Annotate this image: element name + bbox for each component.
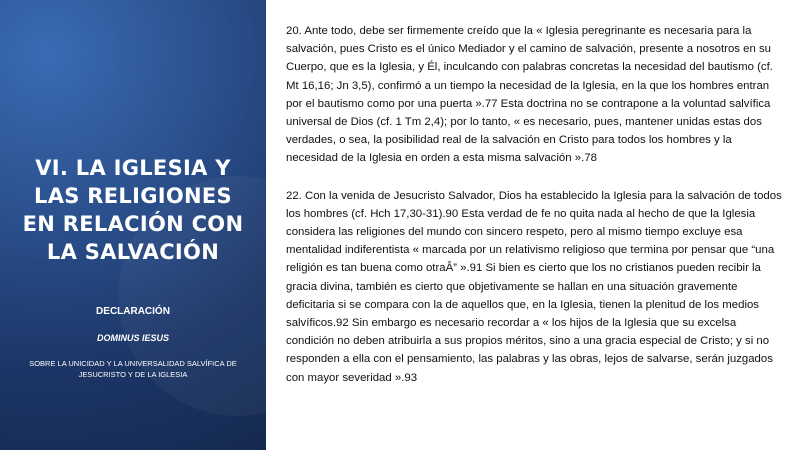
document-name: DOMINUS IESUS: [96, 333, 169, 343]
declaration-label: DECLARACIÓN: [96, 306, 170, 317]
body-text: [286, 22, 784, 387]
paragraph-22: 22. Con la venida de Jesucristo Salvador, Dios ha establecido la Iglesia para la salvación de todos los hombres (cf. Hch 17,30-31).90 Esta verdad de fe no quita nada al hecho de que la Iglesia considera las religiones del mundo con sincero respeto, pero al mismo tiempo excluye esa mentalidad indiferentista « marcada por un relativismo religioso que termina por pensar que “una religión es tan buena como otraÂ” ».91 Si bien es cierto que los no cristianos pueden recibir la gracia divina, también es cierto que objetivamente se hallan en una situación gravemente deficitaria si se compara con la de aquellos que, en la Iglesia, tienen la plenitud de los medios salvíficos.92 Sin embargo es necesario recordar a « los hijos de la Iglesia que su excelsa condición no deben atribuirla a sus propios méritos, sino a una gracia especial de Cristo; y si no responden a ella con el pensamiento, las palabras y las obras, lejos de salvarse, serán juzgados con mayor severidad ».93: [286, 189, 782, 384]
title-panel: [0, 0, 266, 450]
paragraph-20: 20. Ante todo, debe ser firmemente creído que la « Iglesia peregrinante es necesaria para la salvación, pues Cristo es el único Mediador y el camino de salvación, presente a nosotros en su Cuerpo, que es la Iglesia, y Él, inculcando con palabras concretas la necesidad del bautismo (cf. Mt 16,16; Jn 3,5), confirmó a un tiempo la necesidad de la Iglesia, en la que los hombres entran por el bautismo como por una puerta ».77 Esta doctrina no se contrapone a la voluntad salvífica universal de Dios (cf. 1 Tm 2,4); por lo tanto, « es necesario, pues, mantener unidas estas dos verdades, o sea, la posibilidad real de la salvación en Cristo para todos los hombres y la necesidad de la Iglesia en orden a esta misma salvación ».78: [286, 25, 773, 165]
document-subtitle: SOBRE LA UNICIDAD Y LA UNIVERSALIDAD SALVÍFICA DE JESUCRISTO Y DE LA IGLESIA: [29, 359, 237, 379]
section-title: VI. LA IGLESIA Y LAS RELIGIONES EN RELACIÓN CON LA SALVACIÓN: [22, 156, 244, 264]
